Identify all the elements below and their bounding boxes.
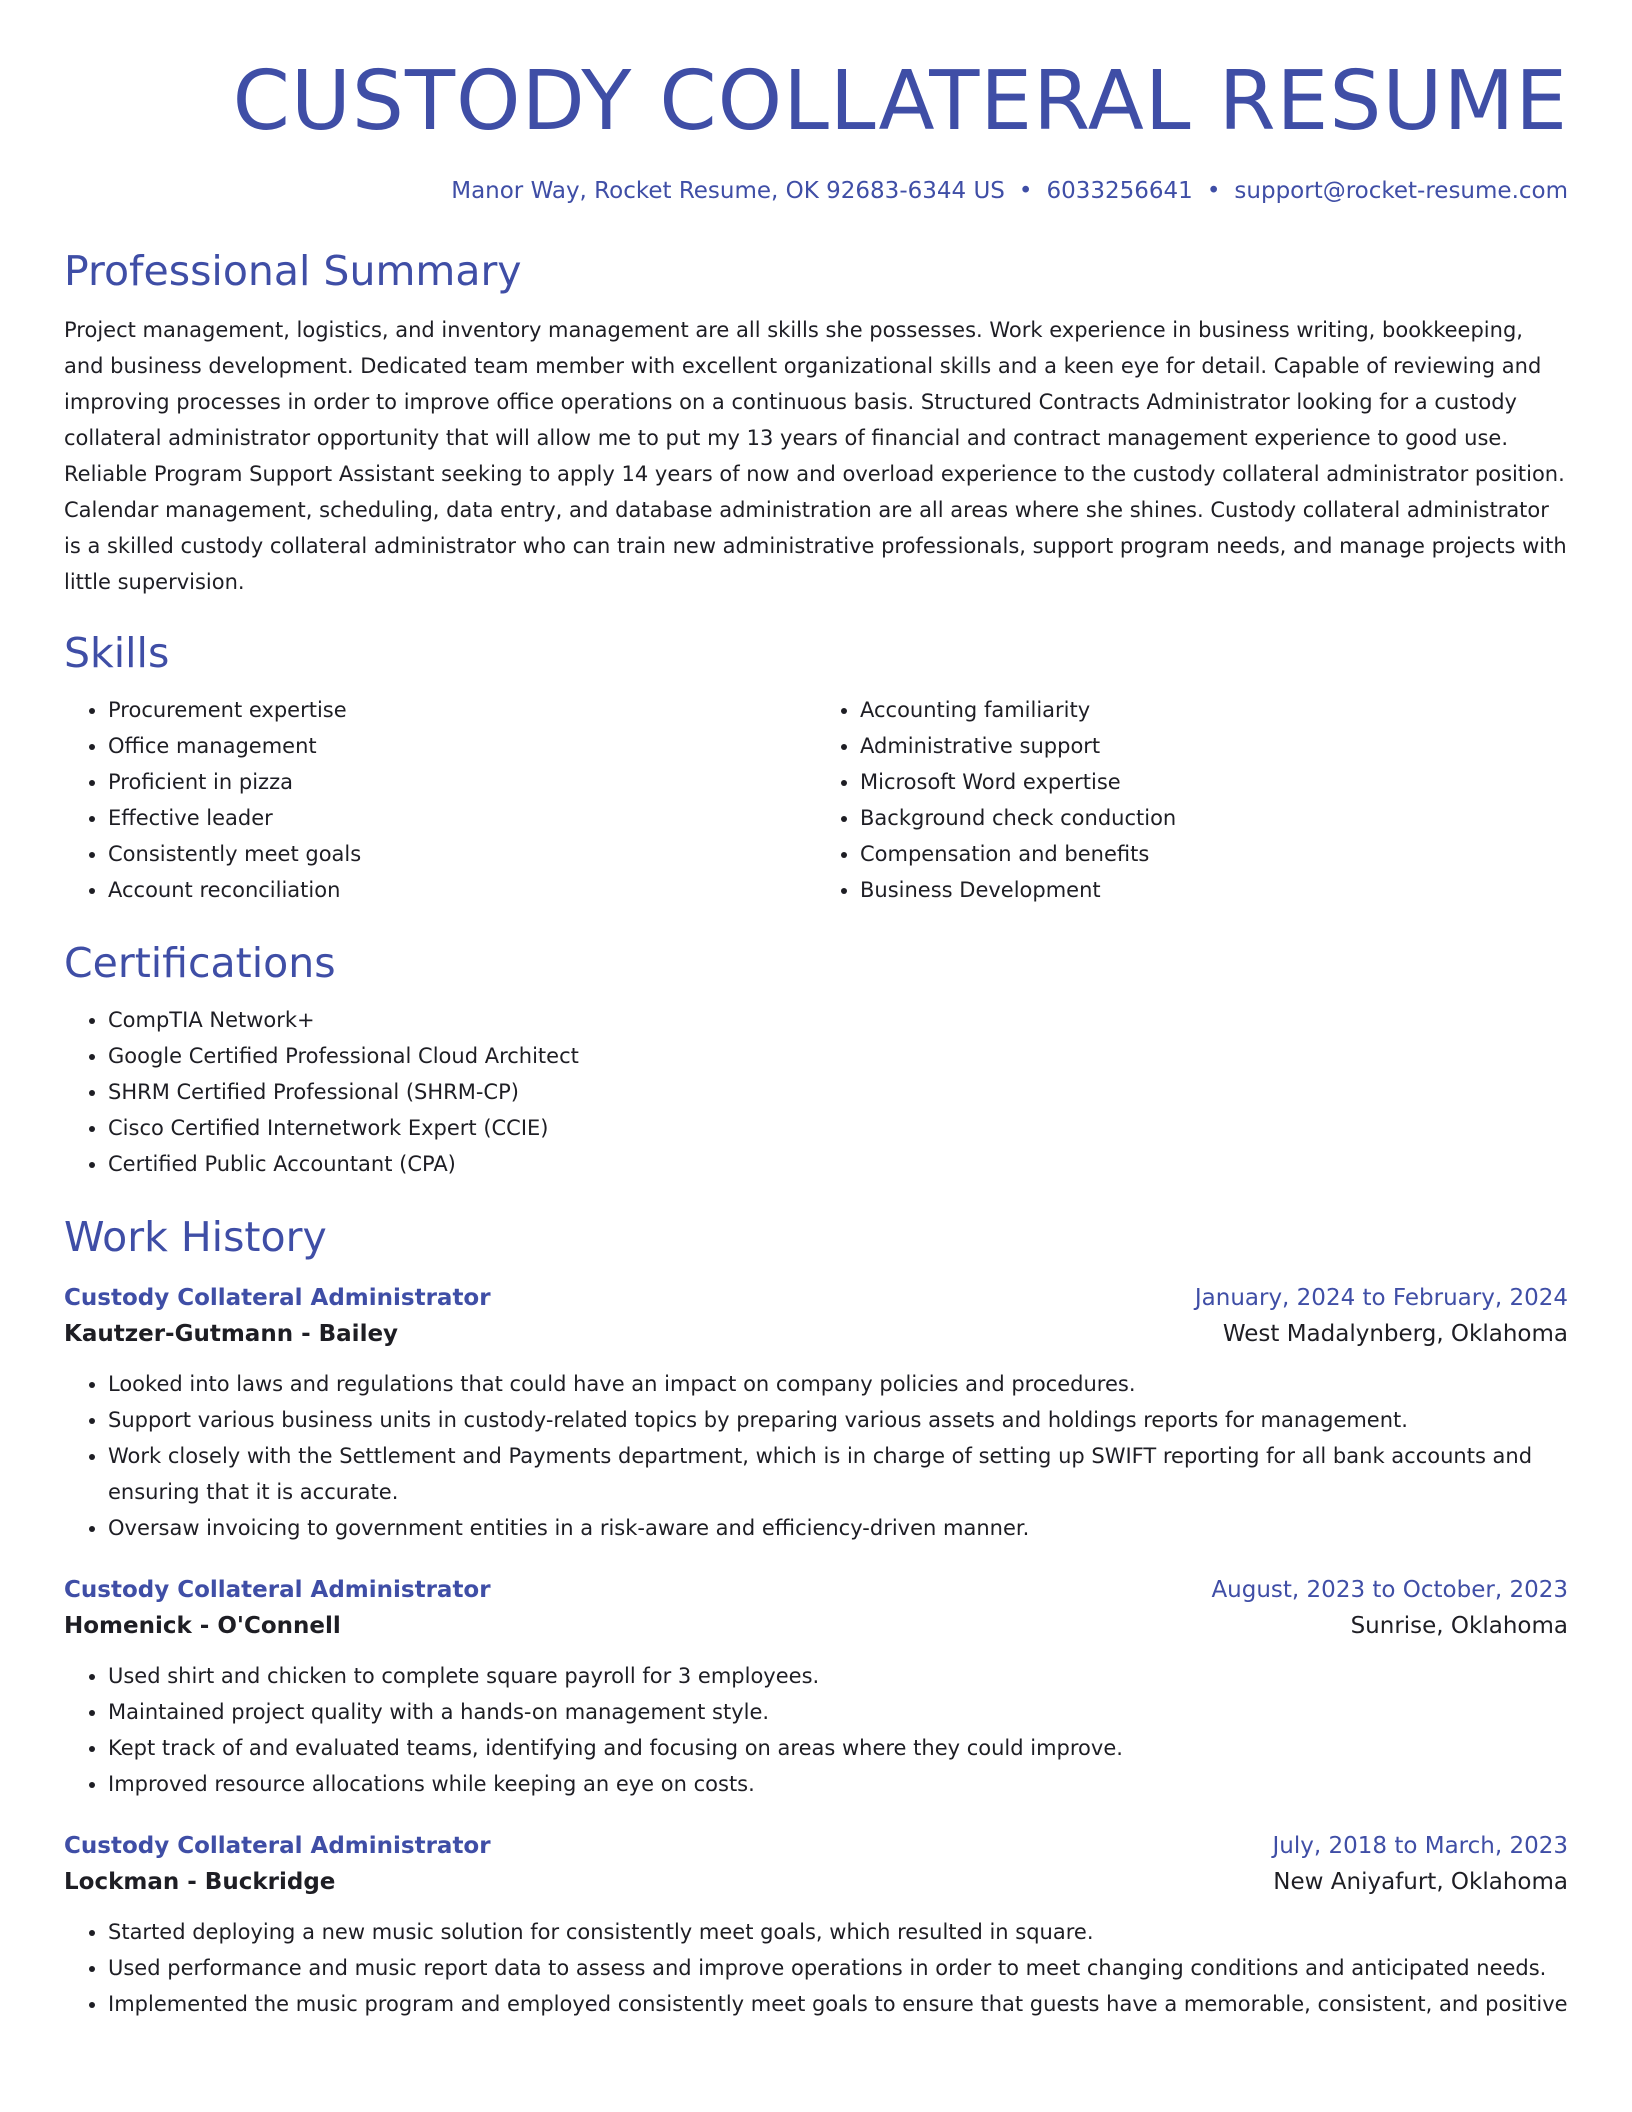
certification-item: • Google Certified Professional Cloud Architect xyxy=(108,1038,1568,1074)
job-location: New Aniyafurt, Oklahoma xyxy=(1273,1869,1568,1895)
skills-right-column xyxy=(816,692,1568,908)
skill-item: • Account reconciliation xyxy=(108,872,816,908)
job-bullets xyxy=(64,1658,1568,1802)
job-bullet: • Looked into laws and regulations that could have an impact on company policies and procedures. xyxy=(108,1366,1568,1402)
job-company: Homenick - O'Connell xyxy=(64,1613,341,1639)
job-dates: January, 2024 to February, 2024 xyxy=(1194,1285,1568,1311)
job-bullet: • Support various business units in custody-related topics by preparing various assets and holdings reports for management. xyxy=(108,1402,1568,1438)
skill-item: • Administrative support xyxy=(860,728,1568,764)
certification-item: • Cisco Certified Internetwork Expert (CCIE) xyxy=(108,1110,1568,1146)
skill-item: • Procurement expertise xyxy=(108,692,816,728)
work-history-heading: Work History xyxy=(64,1213,327,1261)
job-company: Kautzer-Gutmann - Bailey xyxy=(64,1321,399,1347)
certifications-heading: Certifications xyxy=(64,939,336,987)
job-company-row xyxy=(64,1314,1568,1354)
summary-heading: Professional Summary xyxy=(64,247,522,295)
job-bullet: • Maintained project quality with a hands-on management style. xyxy=(108,1694,1568,1730)
skill-item: • Microsoft Word expertise xyxy=(860,764,1568,800)
work-history-section xyxy=(64,1212,1568,2022)
contact-separator: • xyxy=(1018,178,1033,204)
contact-phone: 6033256641 xyxy=(1046,178,1193,204)
job-bullet: • Used shirt and chicken to complete square payroll for 3 employees. xyxy=(108,1658,1568,1694)
contact-line xyxy=(64,176,1568,206)
job-bullet: • Used performance and music report data to assess and improve operations in order to meet changing conditions and anticipated needs. xyxy=(108,1950,1568,1986)
skill-item: • Business Development xyxy=(860,872,1568,908)
job-bullets xyxy=(64,1366,1568,1546)
job-entry xyxy=(64,1830,1568,2022)
certification-item: • Certified Public Accountant (CPA) xyxy=(108,1146,1568,1182)
job-location: Sunrise, Oklahoma xyxy=(1350,1613,1568,1639)
job-bullet: • Kept track of and evaluated teams, identifying and focusing on areas where they could improve. xyxy=(108,1730,1568,1766)
job-bullets xyxy=(64,1914,1568,2022)
skill-item: • Proficient in pizza xyxy=(108,764,816,800)
job-company-row xyxy=(64,1862,1568,1902)
contact-separator: • xyxy=(1206,178,1221,204)
skill-item: • Background check conduction xyxy=(860,800,1568,836)
job-title: Custody Collateral Administrator xyxy=(64,1285,491,1311)
certification-item: • CompTIA Network+ xyxy=(108,1002,1568,1038)
certification-item: • SHRM Certified Professional (SHRM-CP) xyxy=(108,1074,1568,1110)
contact-address: Manor Way, Rocket Resume, OK 92683-6344 US xyxy=(451,178,1005,204)
skill-item: • Compensation and benefits xyxy=(860,836,1568,872)
job-title: Custody Collateral Administrator xyxy=(64,1577,491,1603)
job-title-row xyxy=(64,1574,1568,1606)
skill-item: • Accounting familiarity xyxy=(860,692,1568,728)
skill-item: • Effective leader xyxy=(108,800,816,836)
summary-section xyxy=(64,246,1568,600)
resume-page xyxy=(64,0,1568,2022)
job-title: Custody Collateral Administrator xyxy=(64,1833,491,1859)
job-dates: July, 2018 to March, 2023 xyxy=(1272,1833,1568,1859)
job-title-row xyxy=(64,1282,1568,1314)
certifications-list xyxy=(64,1002,1568,1182)
job-entry xyxy=(64,1574,1568,1802)
job-bullet: • Work closely with the Settlement and Payments department, which is in charge of setting up SWIFT reporting for all bank accounts and ensuring that it is accurate. xyxy=(108,1438,1568,1510)
skills-section xyxy=(64,628,1568,908)
job-title-row xyxy=(64,1830,1568,1862)
job-dates: August, 2023 to October, 2023 xyxy=(1211,1577,1568,1603)
resume-title: CUSTODY COLLATERAL RESUME xyxy=(232,54,1568,149)
skills-heading: Skills xyxy=(64,629,170,677)
job-company: Lockman - Buckridge xyxy=(64,1869,336,1895)
job-entry xyxy=(64,1282,1568,1546)
job-location: West Madalynberg, Oklahoma xyxy=(1222,1321,1568,1347)
skill-item: • Consistently meet goals xyxy=(108,836,816,872)
job-bullet: • Started deploying a new music solution for consistently meet goals, which resulted in square. xyxy=(108,1914,1568,1950)
contact-email[interactable]: support@rocket-resume.com xyxy=(1234,178,1568,204)
summary-text: Project management, logistics, and inventory management are all skills she possesses. Work experience in business writing, bookkeeping, and business development. Dedicated team member with excellent organizational skills and a keen eye for detail. Capable of reviewing and improving processes in order to improve office operations on a continuous basis. Structured Contracts Administrator looking for a custody collateral administrator opportunity that will allow me to put my 13 years of financial and contract management experience to good use. Reliable Program Support Assistant seeking to apply 14 years of now and overload experience to the custody collateral administrator position. Calendar management, scheduling, data entry, and database administration are all areas where she shines. Custody collateral administrator is a skilled custody collateral administrator who can train new administrative professionals, support program needs, and manage projects with little supervision. xyxy=(64,318,1567,594)
job-bullet: • Implemented the music program and employed consistently meet goals to ensure that guests have a memorable, consistent, and positive xyxy=(108,1986,1568,2022)
job-bullet: • Improved resource allocations while keeping an eye on costs. xyxy=(108,1766,1568,1802)
job-bullet: • Oversaw invoicing to government entities in a risk-aware and efficiency-driven manner. xyxy=(108,1510,1568,1546)
skills-grid xyxy=(64,692,1568,908)
certifications-section xyxy=(64,938,1568,1182)
job-company-row xyxy=(64,1606,1568,1646)
skill-item: • Office management xyxy=(108,728,816,764)
skills-left-column xyxy=(64,692,816,908)
